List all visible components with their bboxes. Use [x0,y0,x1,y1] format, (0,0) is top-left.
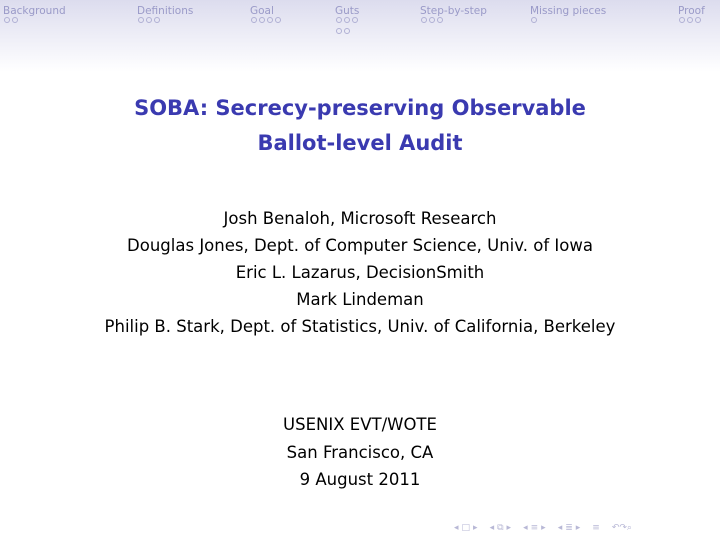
nav-subsection-forward-icon[interactable]: ▸ [506,523,512,533]
author-lazarus: Eric L. Lazarus, DecisionSmith [235,263,485,282]
frame-dot[interactable] [695,17,701,23]
nav-part-icon[interactable]: ≣ [565,523,573,533]
section-navigation-header [0,0,720,72]
frame-dots-step-by-step [421,17,443,23]
nav-subsection-icon[interactable]: ⧉ [497,523,504,533]
nav-part-forward-icon[interactable]: ▸ [575,523,581,533]
frame-dot[interactable] [687,17,693,23]
section-link-guts[interactable]: Guts [335,5,360,17]
venue-event: USENIX EVT/WOTE [283,415,437,434]
author-lindeman: Mark Lindeman [296,290,424,309]
frame-dot[interactable] [437,17,443,23]
frame-dot[interactable] [12,17,18,23]
frame-dot[interactable] [679,17,685,23]
slide-title-line-1: SOBA: Secrecy-preserving Observable [134,96,586,120]
section-link-goal[interactable]: Goal [250,5,274,17]
frame-dots-guts [336,17,358,23]
frame-dot[interactable] [275,17,281,23]
beamer-navigation-bar [454,520,632,536]
nav-frame-forward-icon[interactable]: ▸ [473,523,478,533]
frame-dot[interactable] [146,17,152,23]
section-link-definitions[interactable]: Definitions [137,5,194,17]
frame-dot[interactable] [138,17,144,23]
author-stark: Philip B. Stark, Dept. of Statistics, Univ. of California, Berkeley [104,317,616,336]
frame-dot[interactable] [336,17,342,23]
frame-dots-goal [251,17,281,23]
venue-location: San Francisco, CA [286,443,434,462]
nav-section-back-icon[interactable]: ◂ [523,523,528,533]
frame-dot[interactable] [154,17,160,23]
nav-subsection-back-icon[interactable]: ◂ [489,523,495,533]
nav-part-back-icon[interactable]: ◂ [557,523,563,533]
nav-doc-icon[interactable]: ≡ [592,523,600,533]
frame-dot[interactable] [531,17,537,23]
frame-dot[interactable] [344,28,350,34]
frame-dots-guts-row2 [336,28,350,34]
nav-search-icon[interactable]: ↶↷⌕ [611,523,632,533]
section-link-missing-pieces[interactable]: Missing pieces [530,5,607,17]
venue-date: 9 August 2011 [299,470,421,489]
slide-title-line-2: Ballot-level Audit [257,131,463,155]
nav-frame-icon[interactable]: □ [461,523,471,533]
nav-first-icon[interactable]: ◂ [454,523,459,533]
frame-dot[interactable] [429,17,435,23]
frame-dots-proof [679,17,701,23]
frame-dots-background [4,17,18,23]
frame-dots-definitions [138,17,160,23]
section-link-step-by-step[interactable]: Step-by-step [420,5,487,17]
frame-dot[interactable] [352,17,358,23]
author-jones: Douglas Jones, Dept. of Computer Science, Univ. of Iowa [127,236,593,255]
nav-section-icon[interactable]: ≡ [530,523,539,533]
nav-section-forward-icon[interactable]: ▸ [541,523,546,533]
frame-dot[interactable] [421,17,427,23]
author-benaloh: Josh Benaloh, Microsoft Research [223,209,497,228]
frame-dot[interactable] [344,17,350,23]
frame-dot[interactable] [336,28,342,34]
frame-dot[interactable] [4,17,10,23]
section-link-proof[interactable]: Proof [678,5,705,17]
frame-dot[interactable] [251,17,257,23]
frame-dots-missing-pieces [531,17,537,23]
frame-dot[interactable] [259,17,265,23]
frame-dot[interactable] [267,17,273,23]
section-link-background[interactable]: Background [3,5,66,17]
